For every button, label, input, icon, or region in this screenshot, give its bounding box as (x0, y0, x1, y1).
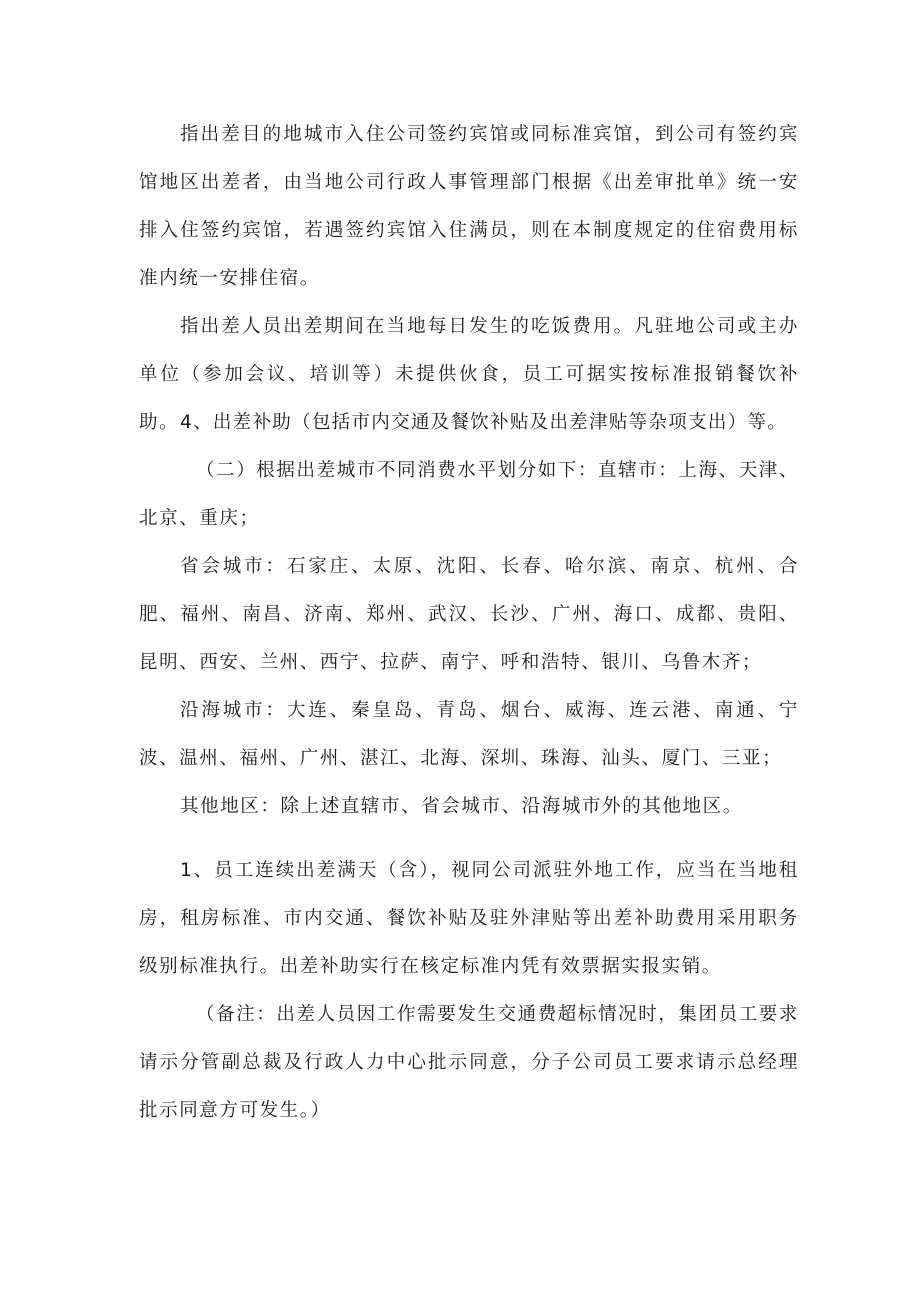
paragraph-provincial-capitals: 省会城市：石家庄、太原、沈阳、长春、哈尔滨、南京、杭州、合肥、福州、南昌、济南、郑州、武汉、长沙、广州、海口、成都、贵阳、昆明、西安、兰州、西宁、拉萨、南宁、呼和浩特、银川、乌鲁木齐； (139, 556, 799, 673)
paragraph-accommodation: 指出差目的地城市入住公司签约宾馆或同标准宾馆，到公司有签约宾馆地区出差者，由当地公司行政人事管理部门根据《出差审批单》统一安排入住签约宾馆，若遇签约宾馆入住满员，则在本制度规定的住宿费用标准内统一安排住宿。 (139, 124, 799, 289)
paragraph-meal-expense: 指出差人员出差期间在当地每日发生的吃饭费用。凡驻地公司或主办单位（参加会议、培训等）未提供伙食，员工可据实按标准报销餐饮补助。 (139, 316, 799, 433)
paragraph-coastal-cities: 沿海城市：大连、秦皇岛、青岛、烟台、威海、连云港、南通、宁波、温州、福州、广州、湛江、北海、深圳、珠海、汕头、厦门、三亚； (139, 700, 799, 769)
paragraph-travel-allowance: 4、出差补助（包括市内交通及餐饮补贴及出差津贴等杂项支出）等。 (180, 412, 788, 433)
paragraph-long-term-assignment: 1、员工连续出差满天（含），视同公司派驻外地工作，应当在当地租房，租房标准、市内交通、餐饮补贴及驻外津贴等出差补助费用采用职务级别标准执行。出差补助实行在核定标准内凭有效票据实报实销。 (139, 860, 799, 977)
paragraph-remarks: （备注：出差人员因工作需要发生交通费超标情况时，集团员工要求请示分管副总裁及行政人力中心批示同意，分子公司员工要求请示总经理批示同意方可发生。） (139, 1004, 800, 1121)
paragraph-other-regions: 其他地区：除上述直辖市、省会城市、沿海城市外的其他地区。 (180, 796, 743, 817)
paragraph-city-classification: （二）根据出差城市不同消费水平划分如下：直辖市：上海、天津、北京、重庆； (139, 460, 800, 529)
